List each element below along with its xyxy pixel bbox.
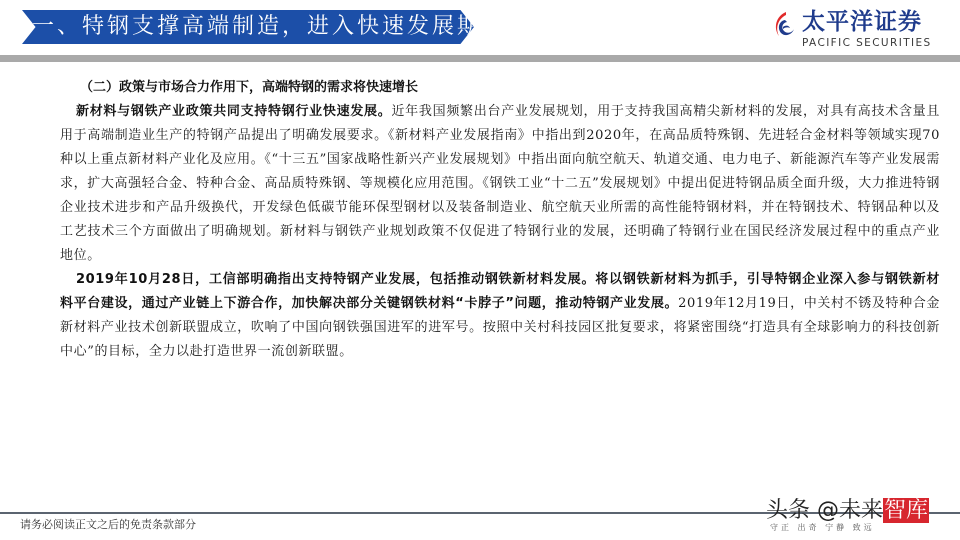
paragraph-body: 近年我国频繁出台产业发展规划，用于支持我国高精尖新材料的发展，对具有高技术含量且用于高端制造业生产的特钢产品提出了明确发展要求。《新材料产业发展指南》中指出到2020年，在高品质特殊钢、先进轻合金材料等领域实现70种以上重点新材料产业化及应用。《“十三五”国家战略性新兴产业发展规划》中指出面向航空航天、轨道交通、电力电子、新能源汽车等产业发展需求，扩大高强轻合金、特种合金、高品质特殊钢、等规模化应用范围。《钢铁工业“十二五”发展规划》中提出促进特钢品质全面升级，大力推进特钢企业技术进步和产品升级换代，开发绿色低碳节能环保型钢材以及装备制造业、航空航天业所需的高性能特钢材料，并在特钢技术、特钢品种以及工艺技术三个方面做出了明确规划。新材料与钢铁产业规划政策不仅促进了特钢行业的发展，还明确了特钢行业在国民经济发展过程中的重点产业地位。: [60, 104, 940, 263]
footer-disclaimer: 请务必阅读正文之后的免责条款部分: [20, 518, 196, 531]
logo-chinese-name: 太平洋证券: [802, 9, 922, 35]
main-content: [60, 76, 940, 364]
paragraph-body: 2019年12月19日，中关村不锈及特种合金新材料产业技术创新联盟成立，吹响了中国向钢铁强国进军的进军号。按照中关村科技园区批复要求，将紧密围绕“打造具有全球影响力的科技创新中心”的目标，全力以赴打造世界一流创新联盟。: [60, 296, 940, 359]
header-divider: [0, 55, 960, 62]
company-logo: [772, 8, 952, 52]
logo-english-name: PACIFIC SECURITIES: [802, 37, 932, 49]
paragraph-policy: [60, 100, 940, 268]
watermark-motto: 守正 出奇 宁静 致远: [770, 523, 875, 532]
pacific-securities-logo-icon: [772, 10, 798, 40]
paragraph-miit: [60, 268, 940, 364]
page-title: 一、特钢支撑高端制造，进入快速发展期: [32, 14, 483, 39]
paragraph-lead-bold: 2019年10月28日，工信部明确指出支持特钢产业发展，包括推动钢铁新材料发展。将以钢铁新材料为抓手，引导特钢企业深入参与钢铁新材料平台建设，通过产业链上下游合作，加快解决部分关键钢铁材料“卡脖子”问题，推动特钢产业发展。: [60, 272, 940, 311]
watermark-highlight: 智库: [884, 498, 929, 523]
paragraph-lead-bold: 新材料与钢铁产业政策共同支持特钢行业快速发展。: [76, 104, 392, 119]
watermark-text: 头条 @未来: [766, 498, 883, 523]
section-subheading: （二）政策与市场合力作用下，高端特钢的需求将快速增长: [80, 80, 419, 95]
